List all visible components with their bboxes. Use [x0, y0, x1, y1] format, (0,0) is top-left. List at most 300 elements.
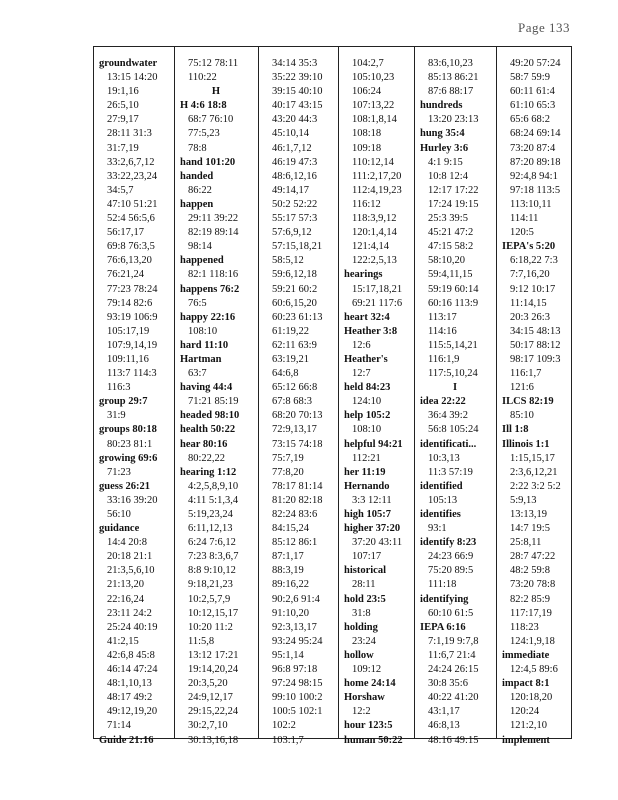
index-headword: headed 98:10: [180, 410, 240, 422]
index-headword: happens 76:2: [180, 283, 240, 295]
index-locator-line: 109:11,16: [107, 353, 149, 365]
index-locator-line: 118:23: [510, 621, 539, 633]
index-locator-line: 11:14,15: [510, 297, 547, 309]
index-headword: Heather's: [344, 353, 388, 365]
index-locator-line: 100:5 102:1: [272, 706, 323, 718]
index-locator-line: 116:1,7: [510, 368, 542, 380]
index-locator-line: 117:5,10,24: [428, 368, 478, 380]
index-locator-line: 124:1,9,18: [510, 635, 555, 647]
index-locator-line: 112:4,19,23: [352, 184, 402, 196]
index-headword: held 84:23: [344, 382, 391, 394]
index-headword: Hartman: [180, 353, 222, 365]
index-locator-line: 62:11 63:9: [272, 339, 317, 351]
index-column-3: [258, 47, 338, 746]
index-locator-line: 113:10,11: [510, 198, 552, 210]
index-locator-line: 115:5,14,21: [428, 339, 478, 351]
index-headword: handed: [180, 170, 214, 182]
index-locator-line: 79:14 82:6: [107, 297, 153, 309]
index-locator-line: 20:3 26:3: [510, 311, 550, 323]
index-locator-line: 13:20 23:13: [428, 114, 479, 126]
index-column-1: [94, 47, 174, 746]
index-locator-line: 63:7: [188, 368, 207, 380]
index-locator-line: 23:24: [352, 635, 376, 647]
index-headword: home 24:14: [344, 678, 396, 690]
index-locator-line: 121:6: [510, 382, 534, 394]
index-locator-line: 89:16,22: [272, 579, 310, 591]
index-headword: happy 22:16: [180, 311, 236, 323]
index-headword: groups 80:18: [99, 424, 157, 436]
index-locator-line: 4:1 9:15: [428, 156, 463, 168]
index-locator-line: 41:2,15: [107, 635, 139, 647]
index-locator-line: 59:19 60:14: [428, 283, 479, 295]
index-locator-line: 103:1,7: [272, 734, 304, 746]
index-locator-line: 71:23: [107, 466, 131, 478]
index-locator-line: 68:20 70:13: [272, 410, 323, 422]
index-locator-line: 12:4,5 89:6: [510, 664, 558, 676]
index-headword: identifying: [420, 593, 469, 605]
index-locator-line: 85:10: [510, 410, 534, 422]
index-locator-line: 28:11 31:3: [107, 128, 152, 140]
index-headword: hung 35:4: [420, 128, 465, 140]
index-locator-line: 84:15,24: [272, 523, 310, 535]
index-locator-line: 60:6,15,20: [272, 297, 317, 309]
index-locator-line: 61:10 65:3: [510, 100, 556, 112]
index-locator-line: 80:23 81:1: [107, 438, 153, 450]
index-locator-line: 34:15 48:13: [510, 325, 561, 337]
index-locator-line: 97:18 113:5: [510, 184, 561, 196]
index-locator-line: 116:1,9: [428, 353, 460, 365]
index-locator-line: 23:11 24:2: [107, 607, 152, 619]
index-locator-line: 68:7 76:10: [188, 114, 234, 126]
index-locator-line: 31:9: [107, 410, 126, 422]
index-locator-line: 60:16 113:9: [428, 297, 479, 309]
index-headword: hearing 1:12: [180, 466, 237, 478]
index-columns: [94, 47, 571, 746]
index-locator-line: 56:10: [107, 509, 131, 520]
index-locator-line: 113:7 114:3: [107, 368, 157, 380]
index-locator-line: 75:12 78:11: [188, 58, 239, 69]
index-locator-line: 87:20 89:18: [510, 156, 561, 168]
index-headword: implement: [502, 734, 550, 746]
index-locator-line: 7:23 8:3,6,7: [188, 551, 239, 563]
index-locator-line: 83:6,10,23: [428, 58, 473, 69]
index-locator-line: 107:13,22: [352, 100, 395, 112]
index-locator-line: 85:12 86:1: [272, 537, 318, 549]
index-headword: historical: [344, 565, 386, 577]
index-locator-line: 58:5,12: [272, 255, 304, 267]
index-headword: hard 11:10: [180, 339, 229, 351]
index-headword: happened: [180, 255, 224, 267]
index-headword: guess 26:21: [99, 480, 151, 492]
index-locator-line: 58:7 59:9: [510, 72, 550, 84]
index-locator-line: 4:11 5:1,3,4: [188, 494, 239, 506]
index-locator-line: 80:22,22: [188, 452, 226, 464]
index-locator-line: 60:10 61:5: [428, 607, 474, 619]
index-locator-line: 25:24 40:19: [107, 621, 158, 633]
index-locator-line: 46:19 47:3: [272, 156, 318, 168]
index-locator-line: 59:21 60:2: [272, 283, 318, 295]
index-locator-line: 1:15,15,17: [510, 452, 555, 464]
index-locator-line: 52:4 56:5,6: [107, 213, 155, 225]
index-locator-line: 29:11 39:22: [188, 213, 239, 225]
index-headword: idea 22:22: [420, 396, 466, 408]
index-locator-line: 90:2,6 91:4: [272, 593, 320, 605]
index-locator-line: 5:19,23,24: [188, 509, 233, 520]
index-locator-line: 42:6,8 45:8: [107, 649, 155, 661]
index-locator-line: 12:6: [352, 339, 371, 351]
index-locator-line: 4:2,5,8,9,10: [188, 480, 239, 492]
index-locator-line: 93:19 106:9: [107, 311, 158, 323]
index-locator-line: 78:8: [188, 142, 207, 154]
index-locator-line: 82:1 118:16: [188, 269, 239, 281]
index-locator-line: 60:23 61:13: [272, 311, 323, 323]
index-locator-line: 57:15,18,21: [272, 241, 323, 253]
index-locator-line: 113:17: [428, 311, 457, 323]
index-locator-line: 48:2 59:8: [510, 565, 550, 577]
index-locator-line: 12:2: [352, 706, 371, 718]
index-locator-line: 85:13 86:21: [428, 72, 479, 84]
index-locator-line: 110:12,14: [352, 156, 394, 168]
index-headword: hand 101:20: [180, 156, 236, 168]
index-locator-line: 108:18: [352, 128, 382, 140]
index-locator-line: 20:3,5,20: [188, 678, 228, 690]
index-locator-line: 107:9,14,19: [107, 339, 158, 351]
index-locator-line: 45:21 47:2: [428, 227, 474, 239]
index-headword: identify 8:23: [420, 537, 477, 549]
index-locator-line: 20:18 21:1: [107, 551, 153, 563]
index-locator-line: 22:16,24: [107, 593, 145, 605]
index-locator-line: 27:9,17: [107, 114, 139, 126]
index-locator-line: 95:1,14: [272, 649, 304, 661]
index-locator-line: 34:5,7: [107, 184, 134, 196]
index-locator-line: 3:3 12:11: [352, 494, 392, 506]
index-locator-line: 40:22 41:20: [428, 692, 479, 704]
index-locator-line: 48:6,12,16: [272, 170, 317, 182]
index-locator-line: 9:12 10:17: [510, 283, 556, 295]
index-locator-line: 2:22 3:2 5:2: [510, 480, 561, 492]
index-locator-line: 88:3,19: [272, 565, 304, 577]
index-column-4: [338, 47, 414, 746]
index-locator-line: 68:24 69:14: [510, 128, 561, 140]
index-headword: H 4:6 18:8: [180, 100, 227, 112]
index-locator-line: 21:3,5,6,10: [107, 565, 155, 577]
index-locator-line: 81:20 82:18: [272, 494, 323, 506]
index-locator-line: 67:8 68:3: [272, 396, 312, 408]
index-locator-line: 114:16: [428, 325, 457, 337]
index-headword: IEPA 6:16: [420, 621, 466, 633]
index-locator-line: 14:4 20:8: [107, 537, 147, 549]
index-locator-line: 93:24 95:24: [272, 635, 323, 647]
index-locator-line: 118:3,9,12: [352, 213, 397, 225]
index-headword: high 105:7: [344, 509, 391, 520]
index-locator-line: 76:6,13,20: [107, 255, 152, 267]
index-locator-line: 48:1,10,13: [107, 678, 152, 690]
index-locator-line: 64:6,8: [272, 368, 299, 380]
index-locator-line: 86:22: [188, 184, 212, 196]
index-locator-line: 108:10: [188, 325, 218, 337]
index-locator-line: 49:14,17: [272, 184, 310, 196]
index-locator-line: 106:24: [352, 86, 382, 98]
index-headword: group 29:7: [99, 396, 148, 408]
index-locator-line: 10:2,5,7,9: [188, 593, 231, 605]
index-locator-line: 24:9,12,17: [188, 692, 233, 704]
index-locator-line: 24:24 26:15: [428, 664, 479, 676]
index-headword: identified: [420, 480, 463, 492]
index-locator-line: 59:6,12,18: [272, 269, 317, 281]
index-locator-line: 8:8 9:10,12: [188, 565, 236, 577]
index-locator-line: 21:13,20: [107, 579, 145, 591]
index-locator-line: 116:3: [107, 382, 131, 394]
index-locator-line: 120:18,20: [510, 692, 553, 704]
index-locator-line: 25:3 39:5: [428, 213, 468, 225]
page-number: Page 133: [517, 20, 570, 35]
index-headword: happen: [180, 198, 214, 210]
index-locator-line: 93:1: [428, 523, 447, 535]
index-locator-line: 76:5: [188, 297, 207, 309]
index-column-6: [496, 47, 571, 746]
index-locator-line: 10:20 11:2: [188, 621, 233, 633]
index-locator-line: 47:10 51:21: [107, 198, 158, 210]
index-locator-line: 31:8: [352, 607, 371, 619]
index-locator-line: 77:8,20: [272, 466, 304, 478]
index-locator-line: 77:5,23: [188, 128, 220, 140]
index-headword: ILCS 82:19: [502, 396, 554, 408]
index-section-letter: I: [452, 382, 458, 394]
index-headword: immediate: [502, 649, 550, 661]
index-locator-line: 105:10,23: [352, 72, 395, 84]
index-locator-line: 104:2,7: [352, 58, 384, 69]
index-locator-line: 43:20 44:3: [272, 114, 318, 126]
index-locator-line: 78:17 81:14: [272, 480, 323, 492]
index-locator-line: 98:17 109:3: [510, 353, 561, 365]
index-headword: guidance: [99, 523, 140, 535]
index-locator-line: 99:10 100:2: [272, 692, 323, 704]
index-locator-line: 102:2: [272, 720, 296, 732]
index-locator-line: 107:17: [352, 551, 382, 563]
index-locator-line: 56:8 105:24: [428, 424, 479, 436]
index-locator-line: 9:18,21,23: [188, 579, 233, 591]
index-locator-line: 116:12: [352, 198, 381, 210]
index-headword: Horshaw: [344, 692, 385, 704]
index-locator-line: 24:23 66:9: [428, 551, 474, 563]
index-locator-line: 40:17 43:15: [272, 100, 323, 112]
index-locator-line: 46:1,7,12: [272, 142, 312, 154]
index-locator-line: 121:2,10: [510, 720, 548, 732]
index-headword: groundwater: [99, 58, 158, 69]
index-headword: help 105:2: [344, 410, 391, 422]
index-locator-line: 19:1,16: [107, 86, 139, 98]
index-locator-line: 75:7,19: [272, 452, 304, 464]
index-locator-line: 50:2 52:22: [272, 198, 318, 210]
index-locator-line: 55:17 57:3: [272, 213, 318, 225]
index-headword: hundreds: [420, 100, 463, 112]
index-locator-line: 31:7,19: [107, 142, 139, 154]
index-locator-line: 28:7 47:22: [510, 551, 556, 563]
index-locator-line: 33:16 39:20: [107, 494, 158, 506]
index-locator-line: 47:15 58:2: [428, 241, 474, 253]
index-locator-line: 122:2,5,13: [352, 255, 397, 267]
index-locator-line: 120:24: [510, 706, 540, 718]
index-headword: having 44:4: [180, 382, 233, 394]
index-headword: hollow: [344, 649, 374, 661]
index-locator-line: 109:12: [352, 664, 382, 676]
index-locator-line: 30:13,16,18: [188, 734, 239, 746]
index-headword: hearings: [344, 269, 383, 281]
index-locator-line: 77:23 78:24: [107, 283, 158, 295]
index-locator-line: 69:21 117:6: [352, 297, 403, 309]
index-locator-line: 13:12 17:21: [188, 649, 239, 661]
index-locator-line: 49:12,19,20: [107, 706, 158, 718]
index-locator-line: 12:17 17:22: [428, 184, 479, 196]
index-locator-line: 36:4 39:2: [428, 410, 468, 422]
index-headword: her 11:19: [344, 466, 386, 478]
index-locator-line: 111:18: [428, 579, 457, 591]
index-locator-line: 30:8 35:6: [428, 678, 468, 690]
index-locator-line: 11:6,7 21:4: [428, 649, 476, 661]
index-locator-line: 26:5,10: [107, 100, 139, 112]
index-locator-line: 58:10,20: [428, 255, 466, 267]
index-locator-line: 61:19,22: [272, 325, 310, 337]
index-locator-line: 45:10,14: [272, 128, 310, 140]
index-locator-line: 82:24 83:6: [272, 509, 318, 520]
index-locator-line: 120:1,4,14: [352, 227, 397, 239]
index-locator-line: 82:2 85:9: [510, 593, 550, 605]
index-locator-line: 33:2,6,7,12: [107, 156, 155, 168]
index-locator-line: 60:11 61:4: [510, 86, 555, 98]
index-locator-line: 105:13: [428, 494, 458, 506]
index-locator-line: 114:11: [510, 213, 539, 225]
index-headword: Hurley 3:6: [420, 142, 469, 154]
index-headword: higher 37:20: [344, 523, 401, 535]
index-locator-line: 57:6,9,12: [272, 227, 312, 239]
index-locator-line: 46:8,13: [428, 720, 460, 732]
index-headword: impact 8:1: [502, 678, 550, 690]
index-locator-line: 65:12 66:8: [272, 382, 318, 394]
index-locator-line: 72:9,13,17: [272, 424, 317, 436]
index-locator-line: 2:3,6,12,21: [510, 466, 558, 478]
index-locator-line: 12:7: [352, 368, 371, 380]
index-locator-line: 39:15 40:10: [272, 86, 323, 98]
index-locator-line: 75:20 89:5: [428, 565, 474, 577]
index-locator-line: 124:10: [352, 396, 382, 408]
index-locator-line: 73:15 74:18: [272, 438, 323, 450]
index-locator-line: 11:3 57:19: [428, 466, 473, 478]
index-locator-line: 69:8 76:3,5: [107, 241, 155, 253]
index-locator-line: 33:22,23,24: [107, 170, 158, 182]
index-headword: holding: [344, 621, 378, 633]
index-locator-line: 120:5: [510, 227, 534, 239]
index-table: [93, 46, 572, 746]
index-locator-line: 92:3,13,17: [272, 621, 317, 633]
index-headword: identifies: [420, 509, 461, 520]
index-locator-line: 76:21,24: [107, 269, 145, 281]
index-section-letter: H: [211, 86, 221, 98]
index-locator-line: 49:20 57:24: [510, 58, 561, 69]
index-locator-line: 5:9,13: [510, 494, 537, 506]
index-headword: hold 23:5: [344, 593, 386, 605]
index-locator-line: 19:14,20,24: [188, 664, 239, 676]
index-locator-line: 112:21: [352, 452, 381, 464]
index-locator-line: 7:7,16,20: [510, 269, 550, 281]
index-locator-line: 108:1,8,14: [352, 114, 397, 126]
index-headword: human 50:22: [344, 734, 403, 746]
index-headword: hour 123:5: [344, 720, 393, 732]
index-locator-line: 117:17,19: [510, 607, 552, 619]
index-locator-line: 73:20 87:4: [510, 142, 556, 154]
index-locator-line: 73:20 78:8: [510, 579, 556, 591]
index-locator-line: 48:16 49:15: [428, 734, 479, 746]
index-locator-line: 108:10: [352, 424, 382, 436]
index-column-2: [174, 47, 258, 746]
index-locator-line: 96:8 97:18: [272, 664, 318, 676]
index-locator-line: 87:1,17: [272, 551, 304, 563]
index-headword: Guide 21:16: [99, 734, 154, 746]
index-locator-line: 10:3,13: [428, 452, 460, 464]
index-headword: hear 80:16: [180, 438, 228, 450]
index-locator-line: 34:14 35:3: [272, 58, 318, 69]
index-locator-line: 50:17 88:12: [510, 339, 561, 351]
index-locator-line: 35:22 39:10: [272, 72, 323, 84]
index-locator-line: 111:2,17,20: [352, 170, 402, 182]
index-locator-line: 17:24 19:15: [428, 198, 479, 210]
index-headword: Heather 3:8: [344, 325, 398, 337]
index-locator-line: 65:6 68:2: [510, 114, 550, 126]
index-locator-line: 10:12,15,17: [188, 607, 239, 619]
index-locator-line: 14:7 19:5: [510, 523, 550, 535]
index-headword: Hernando: [344, 480, 390, 492]
index-locator-line: 82:19 89:14: [188, 227, 239, 239]
index-locator-line: 71:21 85:19: [188, 396, 239, 408]
index-locator-line: 15:17,18,21: [352, 283, 403, 295]
index-locator-line: 37:20 43:11: [352, 537, 403, 549]
index-locator-line: 6:18,22 7:3: [510, 255, 558, 267]
index-locator-line: 98:14: [188, 241, 212, 253]
index-headword: IEPA's 5:20: [502, 241, 556, 253]
index-headword: growing 69:6: [99, 452, 158, 464]
index-headword: Illinois 1:1: [502, 438, 550, 450]
index-locator-line: 46:14 47:24: [107, 664, 158, 676]
index-locator-line: 110:22: [188, 72, 217, 84]
index-locator-line: 13:13,19: [510, 509, 548, 520]
index-locator-line: 6:11,12,13: [188, 523, 233, 535]
index-headword: health 50:22: [180, 424, 236, 436]
index-locator-line: 63:19,21: [272, 353, 310, 365]
index-locator-line: 121:4,14: [352, 241, 390, 253]
index-locator-line: 48:17 49:2: [107, 692, 153, 704]
index-locator-line: 43:1,17: [428, 706, 460, 718]
index-locator-line: 30:2,7,10: [188, 720, 228, 732]
index-locator-line: 59:4,11,15: [428, 269, 473, 281]
index-headword: Ill 1:8: [502, 424, 529, 436]
index-locator-line: 92:4,8 94:1: [510, 170, 558, 182]
index-locator-line: 97:24 98:15: [272, 678, 323, 690]
index-column-5: [414, 47, 496, 746]
index-locator-line: 91:10,20: [272, 607, 310, 619]
index-headword: helpful 94:21: [344, 438, 403, 450]
index-headword: identificati...: [420, 438, 477, 450]
index-locator-line: 29:15,22,24: [188, 706, 239, 718]
index-locator-line: 87:6 88:17: [428, 86, 474, 98]
index-locator-line: 71:14: [107, 720, 131, 732]
index-headword: heart 32:4: [344, 311, 390, 323]
index-locator-line: 105:17,19: [107, 325, 150, 337]
index-locator-line: 25:8,11: [510, 537, 542, 549]
index-locator-line: 13:15 14:20: [107, 72, 158, 84]
index-locator-line: 6:24 7:6,12: [188, 537, 236, 549]
index-locator-line: 10:8 12:4: [428, 170, 468, 182]
index-locator-line: 11:5,8: [188, 635, 215, 647]
index-locator-line: 109:18: [352, 142, 382, 154]
